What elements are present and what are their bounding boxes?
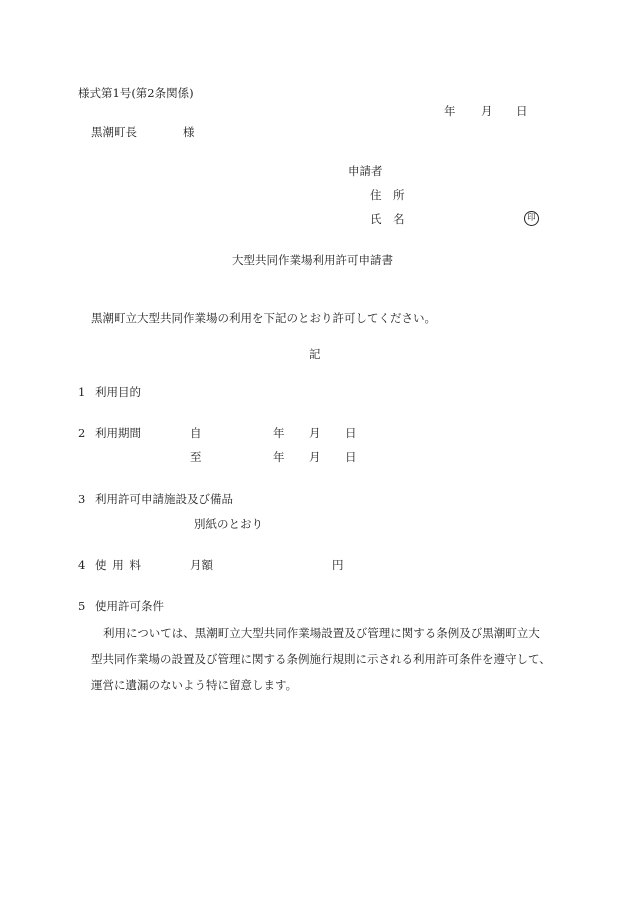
period-from-prefix: 自 (190, 426, 202, 440)
addressee: 黒潮町長 (91, 125, 137, 139)
ki-heading: 記 (309, 347, 321, 361)
period-to-prefix: 至 (190, 450, 202, 464)
period-from-day: 日 (345, 426, 357, 440)
conditions-line-2: 型共同作業場の設置及び管理に関する条例施行規則に示される利用許可条件を遵守して、 (91, 652, 551, 666)
item-5-label: 使用許可条件 (95, 599, 164, 613)
seal-mark: 印 (524, 211, 539, 226)
item-2-number: 2 (78, 426, 86, 440)
fee-monthly-label: 月額 (190, 558, 213, 572)
item-1-number: 1 (78, 385, 86, 399)
item-3-number: 3 (78, 492, 86, 506)
item-4-label: 使 用 料 (95, 558, 141, 572)
fee-unit: 円 (332, 558, 344, 572)
conditions-line-1: 利用については、黒潮町立大型共同作業場設置及び管理に関する条例及び黒潮町立大 (103, 626, 540, 640)
period-from-year: 年 (273, 426, 285, 440)
form-number: 様式第1号(第2条関係) (78, 86, 194, 100)
item-4-number: 4 (78, 558, 86, 572)
intro-text: 黒潮町立大型共同作業場の利用を下記のとおり許可してください。 (91, 311, 436, 325)
date-year-label: 年 (444, 104, 456, 118)
date-month-label: 月 (481, 104, 493, 118)
item-1-label: 利用目的 (95, 385, 141, 399)
date-day-label: 日 (516, 104, 528, 118)
item-2-label: 利用期間 (95, 426, 141, 440)
conditions-line-3: 運営に遺漏のないよう特に留意します。 (91, 678, 298, 692)
item-3-label: 利用許可申請施設及び備品 (95, 492, 233, 506)
item-5-number: 5 (78, 599, 86, 613)
addressee-honorific: 様 (183, 125, 195, 139)
applicant-heading: 申請者 (348, 164, 383, 178)
facilities-value: 別紙のとおり (194, 517, 263, 531)
period-to-month: 月 (309, 450, 321, 464)
applicant-address-label: 住 所 (370, 188, 405, 202)
period-to-day: 日 (345, 450, 357, 464)
period-to-year: 年 (273, 450, 285, 464)
period-from-month: 月 (309, 426, 321, 440)
document-title: 大型共同作業場利用許可申請書 (232, 253, 393, 267)
applicant-name-label: 氏 名 (370, 212, 405, 226)
